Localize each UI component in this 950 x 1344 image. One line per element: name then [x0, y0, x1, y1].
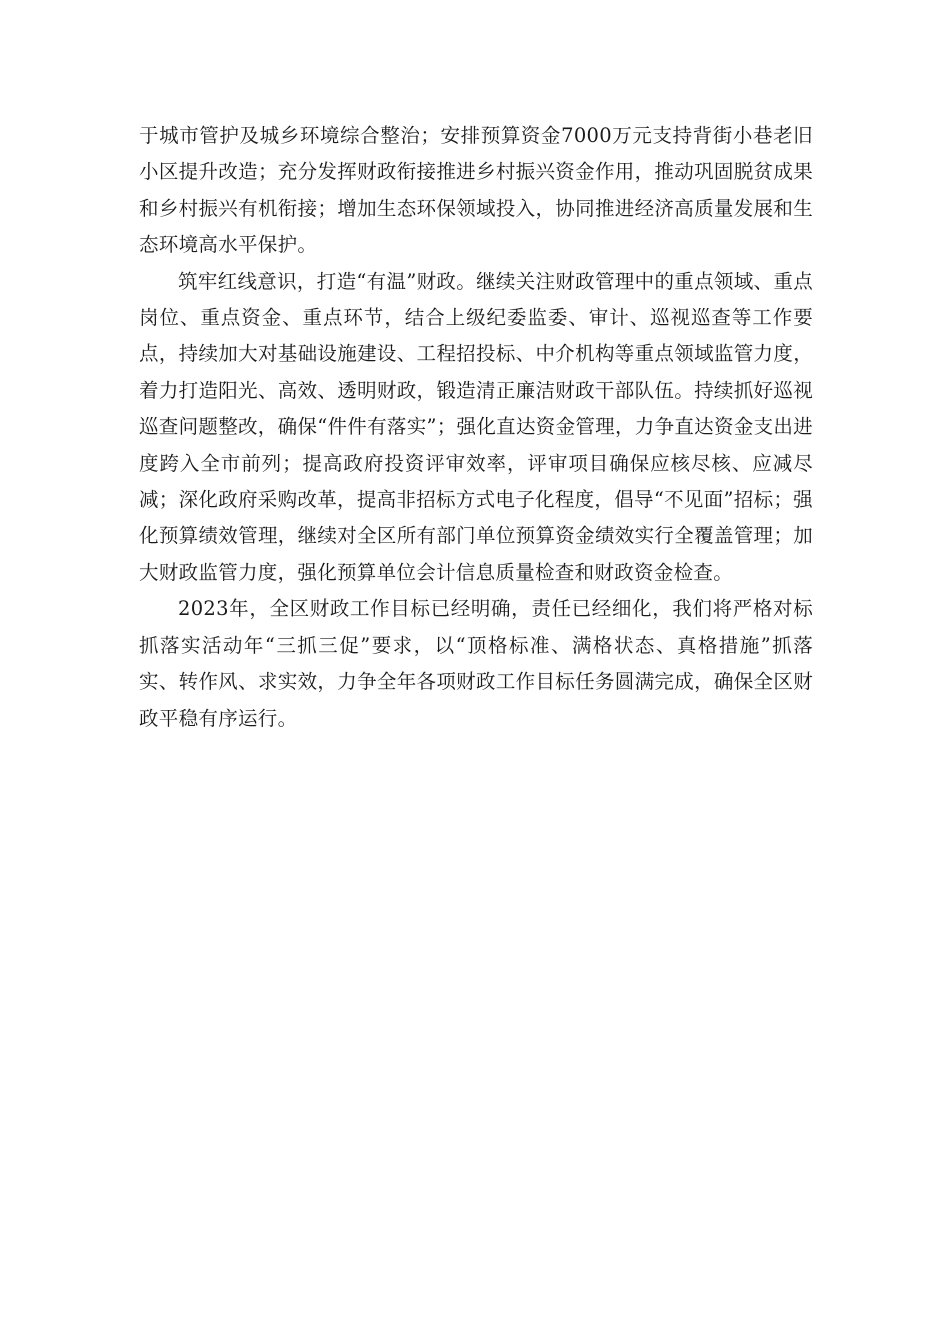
- document-body: [139, 118, 813, 737]
- paragraph-1: 于城市管护及城乡环境综合整治；安排预算资金7000万元支持背街小巷老旧小区提升改造；充分发挥财政衔接推进乡村振兴资金作用，推动巩固脱贫成果和乡村振兴有机衔接；增加生态环保领域投入，协同推进经济高质量发展和生态环境高水平保护。: [139, 124, 813, 257]
- paragraph-3: 2023年，全区财政工作目标已经明确，责任已经细化，我们将严格对标抓落实活动年“三抓三促”要求，以“顶格标准、满格状态、真格措施”抓落实、转作风、求实效，力争全年各项财政工作目标任务圆满完成，确保全区财政平稳有序运行。: [139, 597, 813, 730]
- paragraph-2: 筑牢红线意识，打造“有温”财政。继续关注财政管理中的重点领域、重点岗位、重点资金、重点环节，结合上级纪委监委、审计、巡视巡查等工作要点，持续加大对基础设施建设、工程招投标、中介机构等重点领域监管力度，着力打造阳光、高效、透明财政，锻造清正廉洁财政干部队伍。持续抓好巡视巡查问题整改，确保“件件有落实”；强化直达资金管理，力争直达资金支出进度跨入全市前列；提高政府投资评审效率，评审项目确保应核尽核、应减尽减；深化政府采购改革，提高非招标方式电子化程度，倡导“不见面”招标；强化预算绩效管理，继续对全区所有部门单位预算资金绩效实行全覆盖管理；加大财政监管力度，强化预算单位会计信息质量检查和财政资金检查。: [139, 269, 813, 584]
